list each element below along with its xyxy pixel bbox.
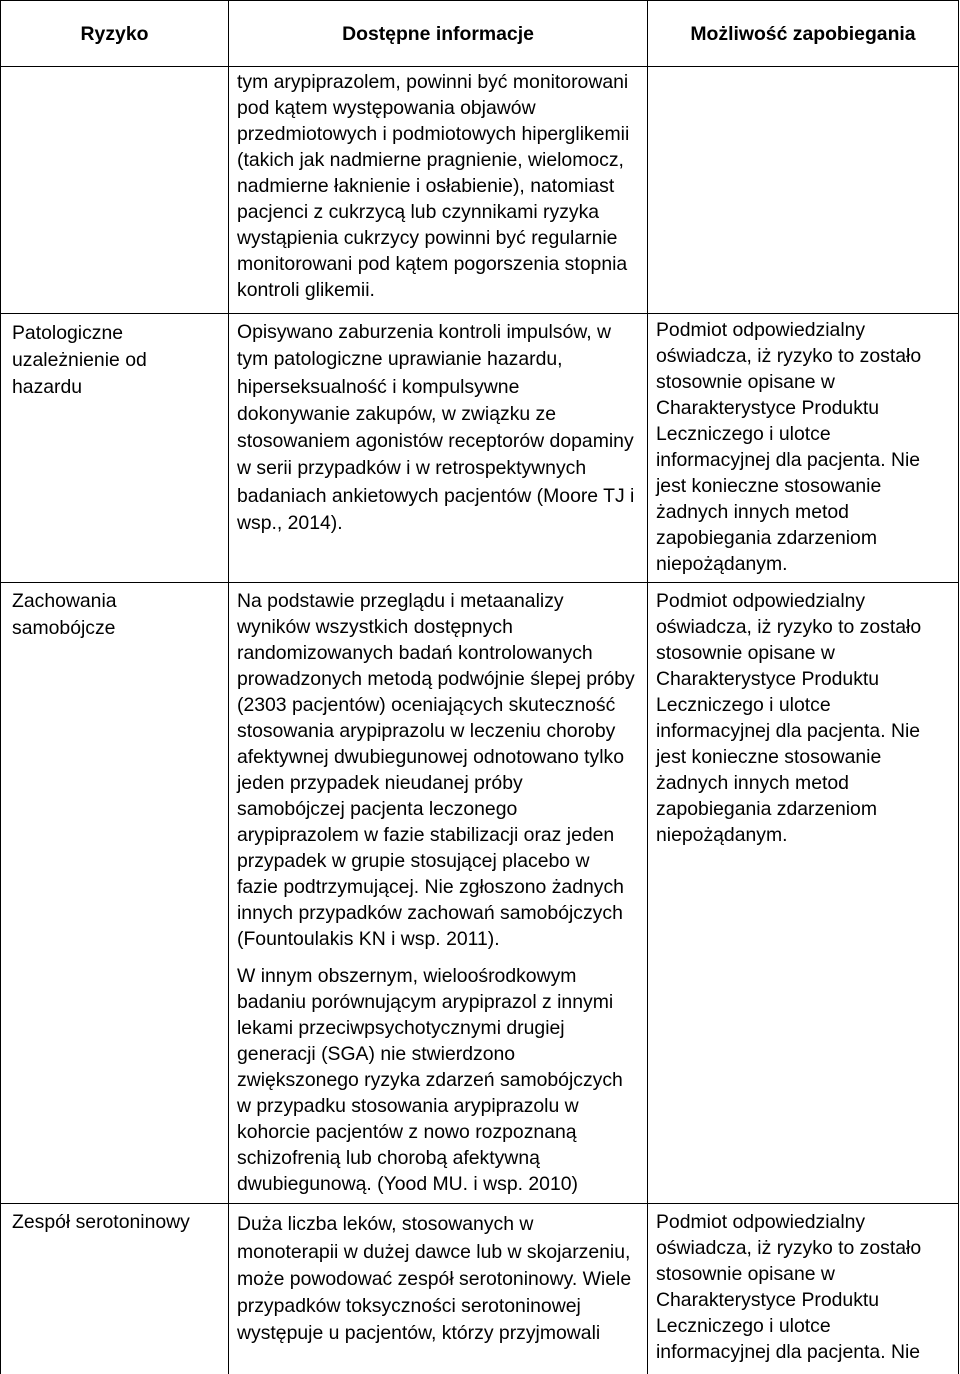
header-info: Dostępne informacje — [342, 22, 534, 45]
prevention-cell — [648, 1204, 959, 1374]
risk-cell — [0, 583, 229, 1204]
header-prevention: Możliwość zapobiegania — [690, 22, 916, 45]
info-cell — [229, 583, 648, 1204]
risk-text: Zachowania samobójcze — [12, 589, 117, 639]
info-paragraph: Opisywano zaburzenia kontroli impulsów, w tym patologiczne uprawianie hazardu, hiperseksualność i kompulsywne dokonywanie zakupów, w związku ze stosowaniem agonistów receptorów dopaminy w serii przypadków i w retrospektywnych badaniach ankietowych pacjentów (Moore TJ i wsp., 2014). — [237, 321, 635, 535]
risk-text: Patologiczne uzależnienie od hazardu — [12, 321, 147, 398]
header-info-cell — [229, 0, 648, 67]
info-paragraph: tym arypiprazolem, powinni być monitorowani pod kątem występowania objawów przedmiotowych i podmiotowych hiperglikemii (takich jak nadmierne pragnienie, wielomocz, nadmierne łaknienie i osłabienie), natomiast pacjenci z cukrzycą lub czynnikami ryzyka wystąpienia cukrzycy powinni być regularnie monitorowani pod kątem pogorszenia stopnia kontroli glikemii. — [237, 71, 630, 301]
header-prevention-cell — [648, 0, 959, 67]
info-cell — [229, 1204, 648, 1374]
table-header-row — [0, 0, 959, 67]
risk-cell — [0, 67, 229, 314]
header-risk-cell — [0, 0, 229, 67]
info-paragraph: Duża liczba leków, stosowanych w monoterapii w dużej dawce lub w skojarzeniu, może powodować zespół serotoninowy. Wiele przypadków toksyczności serotoninowej występuje u pacjentów, którzy przyjmowali — [237, 1213, 632, 1345]
table-row — [0, 1204, 959, 1374]
prevention-text: Podmiot odpowiedzialny oświadcza, iż ryzyko to zostało stosownie opisane w Charakterystyce Produktu Leczniczego i ulotce informacyjnej dla pacjenta. Nie — [656, 1211, 922, 1363]
header-risk: Ryzyko — [80, 22, 149, 45]
prevention-text: Podmiot odpowiedzialny oświadcza, iż ryzyko to zostało stosownie opisane w Charakterystyce Produktu Leczniczego i ulotce informacyjnej dla pacjenta. Nie jest konieczne stosowanie żadnych innych metod zapobiegania zdarzeniom niepożądanym. — [656, 590, 922, 846]
risk-cell — [0, 1204, 229, 1374]
table-row — [0, 67, 959, 314]
risk-text: Zespół serotoninowy — [12, 1211, 190, 1233]
info-paragraph: Na podstawie przeglądu i metaanalizy wyników wszystkich dostępnych randomizowanych badań kontrolowanych prowadzonych metodą podwójnie ślepej próby (2303 pacjentów) oceniających skuteczność stosowania arypiprazolu w leczeniu choroby afektywnej dwubiegunowej odnotowano tylko jeden przypadek nieudanej próby samobójczej pacjenta leczonego arypiprazolem w fazie stabilizacji oraz jeden przypadek w grupie stosującej placebo w fazie podtrzymującej. Nie zgłoszono żadnych innych przypadków zachowań samobójczych (Fountoulakis KN i wsp. 2011). — [237, 590, 635, 950]
prevention-cell — [648, 67, 959, 314]
info-cell — [229, 314, 648, 583]
prevention-cell — [648, 583, 959, 1204]
prevention-text: Podmiot odpowiedzialny oświadcza, iż ryzyko to zostało stosownie opisane w Charakterystyce Produktu Leczniczego i ulotce informacyjnej dla pacjenta. Nie jest konieczne stosowanie żadnych innych metod zapobiegania zdarzeniom niepożądanym. — [656, 319, 922, 575]
info-cell — [229, 67, 648, 314]
table-row — [0, 314, 959, 583]
prevention-cell — [648, 314, 959, 583]
risk-cell — [0, 314, 229, 583]
info-paragraph: W innym obszernym, wieloośrodkowym badaniu porównującym arypiprazol z innymi lekami przeciwpsychotycznymi drugiej generacji (SGA) nie stwierdzono zwiększonego ryzyka zdarzeń samobójczych w przypadku stosowania arypiprazolu w kohorcie pacjentów z nowo rozpoznaną schizofrenią lub chorobą afektywną dwubiegunową. (Yood MU. i wsp. 2010) — [237, 965, 623, 1195]
table-row — [0, 583, 959, 1204]
